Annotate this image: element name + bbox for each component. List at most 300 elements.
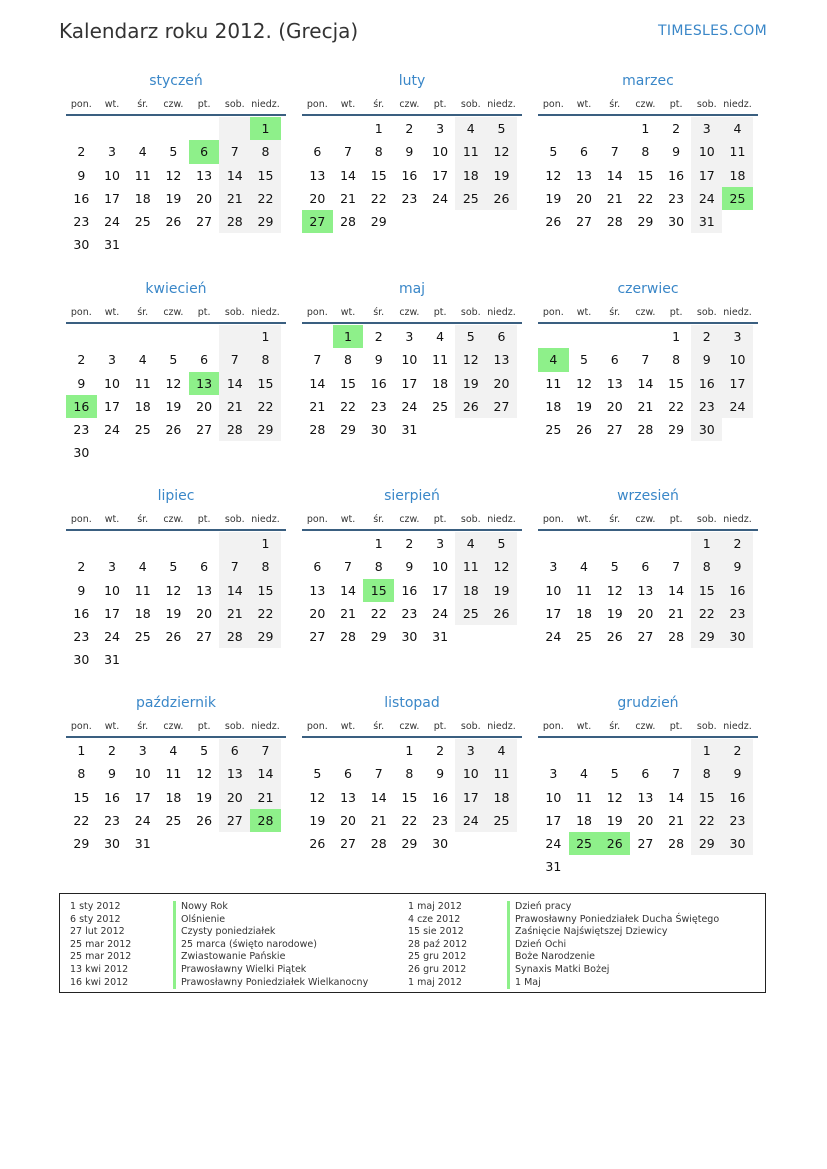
weekday-label: wt. — [340, 514, 356, 525]
day-cell: 19 — [486, 164, 517, 187]
empty-cell — [219, 117, 250, 140]
day-cell: 28 — [606, 214, 623, 230]
day-cell: 6 — [200, 559, 209, 575]
day-cell: 27 — [309, 629, 326, 645]
day-cell: 15 — [401, 789, 418, 805]
day-cell: 6 — [313, 559, 322, 575]
day-cell: 8 — [672, 352, 681, 368]
day-cell: 17 — [104, 605, 120, 621]
empty-cell — [189, 532, 220, 555]
weekday-label: śr. — [137, 721, 149, 732]
weekday-label: wt. — [104, 721, 120, 732]
weekday-label: pon. — [306, 307, 328, 318]
day-cell: 5 — [455, 325, 486, 348]
day-grid — [66, 532, 286, 672]
weekday-label: śr. — [609, 514, 621, 525]
day-cell: 3 — [138, 743, 147, 758]
day-cell: 8 — [691, 762, 722, 785]
weekday-label: śr. — [373, 99, 385, 110]
day-cell: 13 — [196, 167, 213, 183]
day-cell: 9 — [77, 167, 86, 183]
day-cell: 2 — [436, 743, 445, 758]
day-cell: 6 — [313, 144, 322, 160]
day-cell: 28 — [219, 625, 250, 648]
day-cell: 1 — [672, 329, 681, 344]
day-cell: 9 — [374, 352, 383, 368]
day-cell: 9 — [77, 582, 86, 598]
day-cell: 2 — [77, 559, 86, 575]
month-name: kwiecień — [145, 281, 207, 297]
day-cell: 29 — [340, 422, 356, 438]
month-name: wrzesień — [617, 488, 679, 504]
day-cell: 25 — [165, 812, 182, 828]
day-cell: 12 — [165, 582, 182, 598]
weekday-label: sob. — [224, 99, 245, 110]
day-cell: 29 — [250, 210, 281, 233]
month-block — [302, 72, 522, 233]
day-cell: 13 — [576, 167, 592, 183]
weekday-label: śr. — [609, 307, 621, 318]
weekday-label: pt. — [669, 721, 683, 732]
day-cell: 19 — [576, 398, 592, 414]
day-cell: 7 — [344, 144, 352, 160]
weekday-label: pt. — [669, 99, 683, 110]
day-cell: 21 — [668, 605, 685, 621]
day-cell: 26 — [576, 422, 592, 438]
empty-cell — [569, 532, 600, 555]
day-cell: 18 — [165, 789, 182, 805]
day-cell: 30 — [73, 237, 90, 253]
day-cell: 25 — [432, 398, 449, 414]
day-cell: 7 — [344, 559, 352, 575]
legend-holiday-name: 1 Maj — [515, 976, 541, 988]
day-grid — [302, 117, 522, 233]
day-cell: 30 — [722, 625, 753, 648]
day-cell: 18 — [545, 398, 562, 414]
weekday-header — [66, 98, 286, 116]
day-grid — [302, 532, 522, 648]
day-cell: 6 — [610, 352, 619, 368]
day-cell: 8 — [77, 766, 86, 782]
day-cell: 2 — [722, 739, 753, 762]
month-name: listopad — [384, 695, 440, 711]
empty-cell — [630, 532, 661, 555]
day-cell: 5 — [580, 352, 588, 368]
day-cell: 7 — [672, 559, 681, 575]
empty-cell — [363, 739, 394, 762]
day-cell: 30 — [73, 652, 90, 668]
day-cell: 7 — [219, 140, 250, 163]
day-cell: 11 — [455, 140, 486, 163]
day-cell: 21 — [219, 395, 250, 418]
day-cell: 27 — [486, 395, 517, 418]
empty-cell — [302, 739, 333, 762]
day-cell: 9 — [405, 559, 414, 575]
day-cell: 28 — [340, 629, 356, 645]
empty-cell — [599, 532, 630, 555]
weekday-label: sob. — [460, 721, 481, 732]
day-cell: 20 — [309, 190, 326, 206]
day-cell: 14 — [219, 164, 250, 187]
day-cell: 12 — [196, 766, 213, 782]
day-cell: 10 — [432, 144, 449, 160]
legend-names-right — [515, 901, 719, 989]
legend-holiday-name: Zwiastowanie Pańskie — [181, 951, 286, 963]
day-cell: 15 — [668, 375, 685, 391]
day-cell: 17 — [545, 605, 562, 621]
day-cell: 31 — [401, 422, 418, 438]
day-cell: 31 — [134, 836, 151, 852]
day-cell: 12 — [165, 375, 182, 391]
day-cell: 14 — [219, 372, 250, 395]
weekday-label: pon. — [306, 721, 328, 732]
legend-holiday-name: 25 marca (święto narodowe) — [181, 938, 317, 950]
empty-cell — [219, 532, 250, 555]
legend-date: 28 paź 2012 — [408, 938, 468, 950]
weekday-label: niedz. — [487, 307, 516, 318]
weekday-header — [538, 98, 758, 116]
day-cell: 21 — [219, 187, 250, 210]
weekday-label: wt. — [104, 99, 120, 110]
weekday-label: pon. — [70, 514, 92, 525]
weekday-label: niedz. — [723, 99, 752, 110]
month-block — [538, 487, 758, 648]
empty-cell — [189, 117, 220, 140]
day-cell: 28 — [637, 422, 654, 438]
weekday-label: sob. — [460, 514, 481, 525]
month-name: październik — [136, 695, 216, 711]
day-cell: 21 — [370, 812, 387, 828]
day-cell: 25 — [455, 602, 486, 625]
day-cell: 27 — [637, 836, 654, 852]
day-cell: 8 — [250, 348, 281, 371]
day-cell: 3 — [108, 559, 116, 575]
day-cell: 8 — [374, 559, 383, 575]
day-cell: 7 — [672, 766, 681, 782]
empty-cell — [538, 739, 569, 762]
weekday-label: pon. — [70, 99, 92, 110]
empty-cell — [127, 325, 158, 348]
weekday-label: wt. — [340, 99, 356, 110]
legend-dates-right — [408, 901, 467, 989]
holiday-day-cell: 4 — [538, 348, 569, 371]
day-cell: 4 — [722, 117, 753, 140]
day-cell: 19 — [196, 789, 213, 805]
day-cell: 17 — [455, 786, 486, 809]
day-cell: 2 — [108, 743, 116, 758]
day-cell: 11 — [576, 789, 592, 805]
weekday-header — [66, 720, 286, 738]
weekday-label: niedz. — [251, 721, 280, 732]
empty-cell — [158, 117, 189, 140]
day-cell: 10 — [104, 582, 120, 598]
day-cell: 9 — [691, 348, 722, 371]
day-cell: 8 — [250, 140, 281, 163]
day-cell: 2 — [672, 121, 681, 136]
day-cell: 12 — [165, 167, 182, 183]
weekday-header — [302, 513, 522, 531]
day-cell: 23 — [722, 602, 753, 625]
holiday-day-cell: 1 — [333, 325, 364, 348]
day-cell: 23 — [73, 422, 90, 438]
legend-holiday-name: Prawosławny Poniedziałek Ducha Świętego — [515, 913, 720, 925]
day-cell: 8 — [691, 555, 722, 578]
legend-holiday-name: Prawosławny Wielki Piątek — [181, 963, 307, 975]
day-cell: 5 — [313, 766, 322, 782]
weekday-label: sob. — [696, 99, 717, 110]
weekday-label: niedz. — [251, 307, 280, 318]
day-cell: 17 — [401, 375, 418, 391]
weekday-label: czw. — [635, 99, 656, 110]
day-cell: 26 — [486, 602, 517, 625]
day-cell: 9 — [77, 375, 86, 391]
day-grid — [66, 325, 286, 465]
day-cell: 17 — [104, 190, 120, 206]
day-cell: 20 — [196, 398, 213, 414]
weekday-label: czw. — [163, 514, 184, 525]
day-cell: 4 — [138, 559, 147, 575]
day-cell: 20 — [637, 812, 654, 828]
day-cell: 25 — [545, 422, 562, 438]
day-cell: 12 — [545, 167, 562, 183]
day-cell: 21 — [637, 398, 654, 414]
day-cell: 10 — [691, 140, 722, 163]
day-cell: 1 — [691, 739, 722, 762]
day-cell: 17 — [134, 789, 151, 805]
month-name: styczeń — [149, 73, 203, 89]
day-cell: 29 — [370, 214, 387, 230]
day-cell: 14 — [668, 789, 685, 805]
brand-link[interactable]: TIMESLES.COM — [658, 23, 767, 39]
weekday-label: pt. — [669, 514, 683, 525]
day-cell: 2 — [722, 532, 753, 555]
holiday-day-cell: 26 — [599, 832, 630, 855]
day-cell: 29 — [250, 418, 281, 441]
legend-date: 16 kwi 2012 — [70, 976, 129, 988]
empty-cell — [538, 325, 569, 348]
holiday-day-cell: 27 — [302, 210, 333, 233]
day-cell: 18 — [486, 786, 517, 809]
day-cell: 11 — [134, 167, 151, 183]
day-cell: 7 — [610, 144, 619, 160]
day-cell: 24 — [104, 629, 120, 645]
day-cell: 23 — [722, 809, 753, 832]
day-cell: 23 — [401, 190, 418, 206]
day-cell: 18 — [432, 375, 449, 391]
weekday-header — [538, 720, 758, 738]
weekday-label: czw. — [399, 721, 420, 732]
day-cell: 14 — [340, 167, 356, 183]
weekday-header — [302, 98, 522, 116]
day-cell: 16 — [722, 579, 753, 602]
day-cell: 12 — [455, 348, 486, 371]
weekday-label: pt. — [669, 307, 683, 318]
day-cell: 21 — [340, 190, 356, 206]
day-cell: 24 — [691, 187, 722, 210]
weekday-label: sob. — [696, 721, 717, 732]
day-cell: 15 — [250, 372, 281, 395]
day-cell: 4 — [486, 739, 517, 762]
empty-cell — [538, 117, 569, 140]
day-cell: 29 — [691, 832, 722, 855]
day-cell: 17 — [545, 812, 562, 828]
day-cell: 16 — [401, 167, 418, 183]
day-cell: 31 — [432, 629, 449, 645]
empty-cell — [569, 325, 600, 348]
day-cell: 28 — [219, 210, 250, 233]
legend-dates-left — [70, 901, 131, 989]
legend-holiday-name: Boże Narodzenie — [515, 951, 595, 963]
day-cell: 13 — [309, 167, 326, 183]
empty-cell — [569, 739, 600, 762]
day-cell: 2 — [77, 144, 86, 160]
day-cell: 24 — [545, 836, 562, 852]
day-cell: 16 — [104, 789, 120, 805]
day-cell: 10 — [545, 582, 562, 598]
day-cell: 20 — [219, 786, 250, 809]
day-cell: 24 — [432, 605, 449, 621]
day-cell: 29 — [637, 214, 654, 230]
day-cell: 18 — [455, 164, 486, 187]
day-cell: 30 — [432, 836, 449, 852]
legend-holiday-name: Zaśnięcie Najświętszej Dziewicy — [515, 926, 668, 938]
day-cell: 20 — [486, 372, 517, 395]
day-cell: 28 — [340, 214, 356, 230]
day-cell: 25 — [134, 629, 151, 645]
weekday-label: pt. — [197, 514, 211, 525]
day-cell: 20 — [196, 605, 213, 621]
day-cell: 27 — [576, 214, 592, 230]
weekday-label: wt. — [340, 721, 356, 732]
weekday-header — [538, 306, 758, 324]
weekday-label: sob. — [224, 307, 245, 318]
day-cell: 15 — [637, 167, 654, 183]
day-cell: 19 — [165, 398, 182, 414]
day-cell: 31 — [545, 859, 562, 875]
day-cell: 30 — [722, 832, 753, 855]
day-cell: 14 — [370, 789, 387, 805]
weekday-label: sob. — [696, 514, 717, 525]
day-cell: 5 — [169, 559, 178, 575]
day-cell: 28 — [668, 629, 685, 645]
day-cell: 6 — [641, 766, 650, 782]
day-cell: 24 — [104, 214, 120, 230]
day-cell: 2 — [77, 352, 86, 368]
day-cell: 27 — [196, 629, 213, 645]
day-cell: 6 — [200, 352, 209, 368]
day-cell: 18 — [134, 398, 151, 414]
day-cell: 14 — [340, 582, 356, 598]
month-block — [302, 280, 522, 441]
day-cell: 13 — [219, 762, 250, 785]
day-cell: 3 — [108, 144, 116, 160]
day-cell: 10 — [722, 348, 753, 371]
day-cell: 11 — [134, 582, 151, 598]
day-cell: 8 — [374, 144, 383, 160]
day-cell: 6 — [641, 559, 650, 575]
month-block — [66, 280, 286, 465]
day-cell: 7 — [250, 739, 281, 762]
weekday-header — [302, 306, 522, 324]
weekday-label: niedz. — [723, 307, 752, 318]
weekday-label: pt. — [197, 721, 211, 732]
weekday-label: niedz. — [251, 514, 280, 525]
day-cell: 16 — [370, 375, 387, 391]
day-cell: 3 — [405, 329, 414, 344]
day-cell: 21 — [250, 786, 281, 809]
day-cell: 9 — [722, 762, 753, 785]
day-cell: 10 — [134, 766, 151, 782]
weekday-label: czw. — [399, 514, 420, 525]
day-cell: 4 — [455, 117, 486, 140]
day-cell: 26 — [486, 187, 517, 210]
day-grid — [66, 117, 286, 257]
day-cell: 4 — [138, 144, 147, 160]
day-cell: 16 — [73, 190, 90, 206]
weekday-label: śr. — [137, 99, 149, 110]
day-cell: 8 — [405, 766, 414, 782]
day-cell: 24 — [104, 422, 120, 438]
empty-cell — [97, 325, 128, 348]
weekday-label: pt. — [433, 99, 447, 110]
weekday-label: pon. — [542, 99, 564, 110]
day-cell: 20 — [340, 812, 356, 828]
day-cell: 24 — [545, 629, 562, 645]
day-cell: 26 — [196, 812, 213, 828]
day-grid — [538, 117, 758, 233]
day-cell: 21 — [309, 398, 326, 414]
day-cell: 1 — [250, 325, 281, 348]
day-cell: 5 — [200, 743, 209, 758]
day-cell: 5 — [610, 559, 619, 575]
day-cell: 3 — [108, 352, 116, 368]
month-block — [302, 694, 522, 855]
empty-cell — [66, 117, 97, 140]
day-cell: 25 — [486, 809, 517, 832]
empty-cell — [333, 532, 364, 555]
legend-holiday-name: Synaxis Matki Bożej — [515, 963, 610, 975]
day-cell: 4 — [580, 766, 588, 782]
month-name: marzec — [622, 73, 674, 89]
day-cell: 10 — [104, 375, 120, 391]
day-cell: 4 — [436, 329, 445, 344]
legend-holiday-name: Dzień Ochi — [515, 938, 567, 950]
day-cell: 5 — [169, 144, 178, 160]
day-cell: 23 — [668, 190, 685, 206]
day-cell: 9 — [722, 555, 753, 578]
day-cell: 22 — [250, 395, 281, 418]
day-cell: 21 — [219, 602, 250, 625]
month-block — [66, 694, 286, 855]
day-cell: 3 — [691, 117, 722, 140]
day-cell: 1 — [250, 532, 281, 555]
day-cell: 19 — [486, 579, 517, 602]
day-cell: 19 — [606, 605, 623, 621]
day-cell: 15 — [691, 786, 722, 809]
day-cell: 6 — [344, 766, 352, 782]
day-cell: 22 — [250, 187, 281, 210]
weekday-label: śr. — [373, 307, 385, 318]
weekday-label: czw. — [635, 307, 656, 318]
legend-holiday-name: Dzień pracy — [515, 901, 572, 912]
weekday-label: sob. — [696, 307, 717, 318]
legend-names-left — [181, 901, 368, 989]
legend-date: 1 maj 2012 — [408, 901, 462, 912]
weekday-label: czw. — [635, 721, 656, 732]
day-cell: 7 — [219, 555, 250, 578]
day-cell: 2 — [405, 536, 414, 551]
weekday-label: sob. — [224, 721, 245, 732]
